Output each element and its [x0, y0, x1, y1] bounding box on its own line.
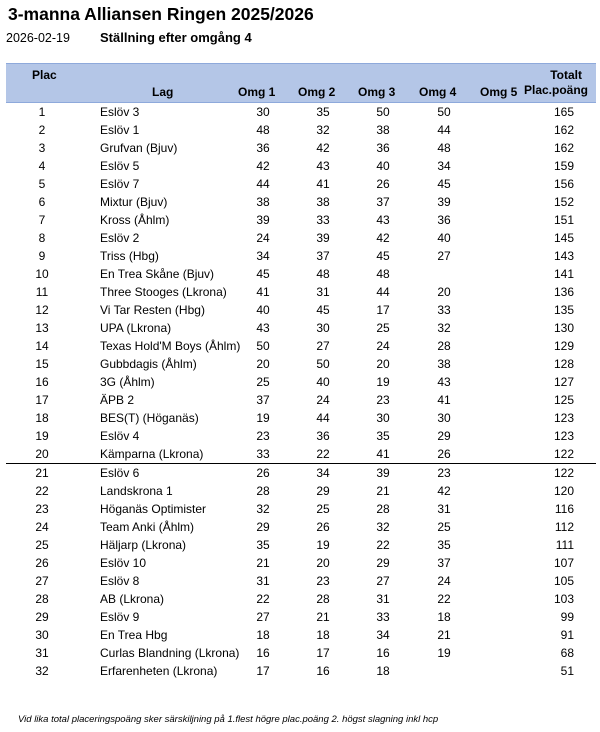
cell-omg1: 26: [256, 466, 270, 480]
cell-omg4: 30: [437, 411, 451, 425]
cell-omg4: 44: [437, 123, 451, 137]
cell-omg4: 42: [437, 484, 451, 498]
cell-lag: Eslöv 9: [100, 610, 140, 624]
cell-plac: 21: [35, 466, 49, 480]
cell-omg2: 48: [316, 267, 330, 281]
header-omg2: Omg 2: [298, 85, 336, 99]
cell-omg3: 33: [376, 610, 390, 624]
cell-omg4: 24: [437, 574, 451, 588]
cell-omg2: 16: [316, 664, 330, 678]
cell-omg1: 20: [256, 357, 270, 371]
cell-lag: BES(T) (Höganäs): [100, 411, 199, 425]
table-body: [6, 103, 596, 680]
cell-omg1: 39: [256, 213, 270, 227]
cell-omg1: 44: [256, 177, 270, 191]
cell-omg3: 39: [376, 466, 390, 480]
cell-omg4: 38: [437, 357, 451, 371]
cell-omg3: 44: [376, 285, 390, 299]
cell-total: 116: [554, 502, 574, 516]
cell-total: 127: [553, 375, 574, 389]
table-row: [6, 301, 596, 319]
cell-omg1: 32: [256, 502, 270, 516]
cell-omg2: 33: [316, 213, 330, 227]
cell-lag: Eslöv 6: [100, 466, 140, 480]
cell-omg4: 31: [437, 502, 451, 516]
cell-omg3: 38: [376, 123, 390, 137]
cell-omg2: 23: [316, 574, 330, 588]
cell-omg4: 21: [437, 628, 451, 642]
cell-total: 141: [553, 267, 574, 281]
table-row: [6, 211, 596, 229]
cell-lag: UPA (Lkrona): [100, 321, 172, 335]
cell-omg1: 50: [256, 339, 270, 353]
cell-lag: Mixtur (Bjuv): [100, 195, 168, 209]
cell-omg3: 16: [376, 646, 390, 660]
cell-omg1: 48: [256, 123, 270, 137]
cell-lag: Höganäs Optimister: [100, 502, 207, 516]
cell-omg4: 39: [437, 195, 451, 209]
cell-lag: ÄPB 2: [100, 393, 135, 407]
cell-lag: En Trea Skåne (Bjuv): [100, 267, 215, 281]
table-row: [6, 662, 596, 680]
cell-omg3: 45: [376, 249, 390, 263]
cell-omg4: 22: [437, 592, 451, 606]
cell-omg4: 36: [437, 213, 451, 227]
cell-lag: Team Anki (Åhlm): [100, 520, 195, 534]
table-row: [6, 590, 596, 608]
table-row: [6, 373, 596, 391]
cell-omg3: 43: [376, 213, 390, 227]
cell-plac: 22: [35, 484, 49, 498]
table-row: [6, 482, 596, 500]
cell-omg2: 36: [316, 429, 330, 443]
cell-omg1: 28: [256, 484, 270, 498]
table-row: [6, 193, 596, 211]
table-row: [6, 337, 596, 355]
cell-omg4: 43: [437, 375, 451, 389]
cell-omg1: 25: [256, 375, 270, 389]
cell-omg1: 41: [256, 285, 270, 299]
cell-omg2: 37: [316, 249, 330, 263]
cell-omg1: 35: [256, 538, 270, 552]
header-plac: Plac: [32, 68, 57, 82]
cell-omg3: 25: [376, 321, 390, 335]
table-row: [6, 157, 596, 175]
cell-omg1: 31: [256, 574, 270, 588]
cell-lag: Eslöv 10: [100, 556, 147, 570]
cell-omg3: 28: [376, 502, 390, 516]
cell-omg2: 29: [316, 484, 330, 498]
cell-plac: 19: [35, 429, 49, 443]
cell-omg4: 35: [437, 538, 451, 552]
table-row: [6, 229, 596, 247]
cell-omg1: 29: [256, 520, 270, 534]
cell-plac: 1: [38, 105, 46, 119]
table-row: [6, 139, 596, 157]
cell-total: 151: [553, 213, 574, 227]
header-lag: Lag: [152, 85, 174, 99]
table-row: [6, 409, 596, 427]
cell-lag: AB (Lkrona): [100, 592, 165, 606]
cell-total: 162: [553, 123, 574, 137]
cell-omg4: 25: [437, 520, 451, 534]
cell-omg3: 35: [376, 429, 390, 443]
cell-omg2: 22: [316, 447, 330, 461]
cell-omg3: 50: [376, 105, 390, 119]
cell-total: 112: [554, 520, 574, 534]
cell-omg3: 34: [376, 628, 390, 642]
cell-plac: 24: [35, 520, 49, 534]
cell-omg1: 36: [256, 141, 270, 155]
table-row: [6, 626, 596, 644]
cell-omg3: 22: [376, 538, 390, 552]
table-header: [6, 63, 596, 103]
cell-omg2: 25: [316, 502, 330, 516]
cell-omg2: 27: [316, 339, 330, 353]
cell-omg1: 42: [256, 159, 270, 173]
cell-total: 165: [553, 105, 574, 119]
cell-lag: Eslöv 2: [100, 231, 140, 245]
header-omg1: Omg 1: [238, 85, 276, 99]
table-row: [6, 121, 596, 139]
table-row: [6, 247, 596, 265]
cell-plac: 25: [35, 538, 49, 552]
cell-omg2: 30: [316, 321, 330, 335]
cell-omg4: 50: [437, 105, 451, 119]
cell-plac: 26: [35, 556, 49, 570]
cell-lag: Eslöv 4: [100, 429, 140, 443]
cell-omg4: 34: [437, 159, 451, 173]
table-row: [6, 175, 596, 193]
cell-total: 99: [560, 610, 574, 624]
cell-omg4: 23: [437, 466, 451, 480]
cell-plac: 29: [35, 610, 49, 624]
cell-total: 135: [553, 303, 574, 317]
cell-lag: Grufvan (Bjuv): [100, 141, 178, 155]
cell-lag: Three Stooges (Lkrona): [100, 285, 227, 299]
cell-total: 122: [553, 466, 574, 480]
cell-total: 111: [555, 538, 574, 552]
cell-total: 122: [553, 447, 574, 461]
table-row: [6, 518, 596, 536]
cell-total: 129: [553, 339, 574, 353]
cell-plac: 4: [38, 159, 46, 173]
cell-total: 128: [553, 357, 574, 371]
cell-plac: 18: [35, 411, 49, 425]
cell-omg4: 41: [437, 393, 451, 407]
cell-plac: 31: [35, 646, 49, 660]
cell-omg1: 45: [256, 267, 270, 281]
cell-lag: Eslöv 3: [100, 105, 140, 119]
cell-omg2: 35: [316, 105, 330, 119]
cell-omg2: 19: [316, 538, 330, 552]
cell-total: 105: [553, 574, 574, 588]
cell-plac: 15: [35, 357, 49, 371]
cell-omg3: 30: [376, 411, 390, 425]
cell-omg4: 37: [437, 556, 451, 570]
cell-omg4: 26: [437, 447, 451, 461]
cell-plac: 7: [38, 213, 46, 227]
standings-subtitle: Ställning efter omgång 4: [100, 30, 252, 45]
cell-plac: 9: [38, 249, 46, 263]
cell-omg2: 38: [316, 195, 330, 209]
cell-omg2: 50: [316, 357, 330, 371]
table-row: [6, 103, 596, 121]
cell-lag: Kross (Åhlm): [100, 213, 170, 227]
report-date: 2026-02-19: [6, 31, 70, 45]
cell-plac: 30: [35, 628, 49, 642]
cell-total: 145: [553, 231, 574, 245]
cell-omg3: 17: [376, 303, 390, 317]
cell-omg3: 48: [376, 267, 390, 281]
cell-lag: Eslöv 8: [100, 574, 140, 588]
cell-total: 120: [553, 484, 574, 498]
cell-omg2: 32: [316, 123, 330, 137]
cell-omg3: 29: [376, 556, 390, 570]
cell-total: 125: [553, 393, 574, 407]
table-row: [6, 572, 596, 590]
cell-omg2: 40: [316, 375, 330, 389]
cell-plac: 10: [35, 267, 49, 281]
cell-total: 143: [553, 249, 574, 263]
table-row: [6, 283, 596, 301]
header-plac-poang: Plac.poäng: [523, 83, 588, 97]
cell-lag: Curlas Blandning (Lkrona): [100, 646, 240, 660]
cell-omg3: 37: [376, 195, 390, 209]
cell-lag: Eslöv 7: [100, 177, 140, 191]
cell-omg2: 41: [316, 177, 330, 191]
cell-lag: Erfarenheten (Lkrona): [100, 664, 218, 678]
cell-omg2: 26: [316, 520, 330, 534]
table-row: [6, 445, 596, 463]
table-row: [6, 536, 596, 554]
cell-plac: 13: [35, 321, 49, 335]
cell-omg4: 45: [437, 177, 451, 191]
cell-omg2: 17: [316, 646, 330, 660]
cell-omg3: 27: [376, 574, 390, 588]
cell-plac: 20: [35, 447, 49, 461]
cell-lag: Triss (Hbg): [100, 249, 159, 263]
cell-omg2: 28: [316, 592, 330, 606]
page-title: 3-manna Alliansen Ringen 2025/2026: [8, 4, 314, 24]
footnote: Vid lika total placeringspoäng sker särskiljning på 1.flest högre plac.poäng 2. högst slagning inkl hcp: [18, 714, 439, 725]
table-row: [6, 608, 596, 626]
header-omg5: Omg 5: [480, 85, 518, 99]
cell-omg2: 45: [316, 303, 330, 317]
cell-lag: Kämparna (Lkrona): [100, 447, 204, 461]
cell-omg3: 32: [376, 520, 390, 534]
cell-omg1: 24: [256, 231, 270, 245]
table-row: [6, 355, 596, 373]
cell-plac: 12: [35, 303, 49, 317]
cell-omg4: 40: [437, 231, 451, 245]
cell-omg1: 19: [256, 411, 270, 425]
cell-omg3: 21: [376, 484, 390, 498]
table-row: [6, 427, 596, 445]
cell-total: 159: [553, 159, 574, 173]
cell-plac: 17: [35, 393, 49, 407]
cell-omg2: 21: [316, 610, 330, 624]
table-row: [6, 319, 596, 337]
cell-omg4: 20: [437, 285, 451, 299]
cell-total: 156: [553, 177, 574, 191]
cell-omg3: 19: [376, 375, 390, 389]
table-row: [6, 391, 596, 409]
cell-omg4: 18: [437, 610, 451, 624]
cell-omg3: 36: [376, 141, 390, 155]
cell-lag: Vi Tar Resten (Hbg): [100, 303, 205, 317]
cell-omg4: 28: [437, 339, 451, 353]
cell-lag: Gubbdagis (Åhlm): [100, 357, 197, 371]
cell-omg4: 27: [437, 249, 451, 263]
cell-omg1: 17: [256, 664, 270, 678]
cell-plac: 32: [35, 664, 49, 678]
cell-plac: 23: [35, 502, 49, 516]
cell-omg3: 18: [376, 664, 390, 678]
cell-omg2: 24: [316, 393, 330, 407]
cell-total: 123: [553, 411, 574, 425]
cell-total: 107: [553, 556, 574, 570]
cell-omg2: 43: [316, 159, 330, 173]
cell-total: 51: [560, 664, 574, 678]
cell-omg1: 43: [256, 321, 270, 335]
cell-total: 130: [553, 321, 574, 335]
cell-omg1: 27: [256, 610, 270, 624]
cell-omg3: 20: [376, 357, 390, 371]
cell-plac: 5: [38, 177, 46, 191]
table-row: [6, 644, 596, 662]
cell-lag: Texas Hold'M Boys (Åhlm): [100, 339, 241, 353]
cell-plac: 14: [35, 339, 49, 353]
table-row: [6, 463, 596, 482]
cell-omg2: 20: [316, 556, 330, 570]
cell-lag: Eslöv 1: [100, 123, 140, 137]
cell-omg3: 23: [376, 393, 390, 407]
cell-total: 68: [560, 646, 574, 660]
cell-plac: 2: [38, 123, 46, 137]
cell-plac: 27: [35, 574, 49, 588]
header-omg3: Omg 3: [358, 85, 396, 99]
cell-omg4: 32: [437, 321, 451, 335]
cell-omg1: 40: [256, 303, 270, 317]
cell-plac: 16: [35, 375, 49, 389]
cell-omg2: 18: [316, 628, 330, 642]
cell-omg4: 19: [437, 646, 451, 660]
cell-omg1: 30: [256, 105, 270, 119]
cell-omg1: 23: [256, 429, 270, 443]
cell-plac: 6: [38, 195, 46, 209]
cell-total: 91: [560, 628, 574, 642]
cell-lag: Landskrona 1: [100, 484, 173, 498]
cell-lag: 3G (Åhlm): [100, 375, 155, 389]
cell-omg1: 16: [256, 646, 270, 660]
table-row: [6, 554, 596, 572]
cell-plac: 8: [38, 231, 46, 245]
cell-omg4: 29: [437, 429, 451, 443]
cell-omg1: 22: [256, 592, 270, 606]
cell-omg3: 41: [376, 447, 390, 461]
cell-omg1: 21: [256, 556, 270, 570]
cell-omg3: 26: [376, 177, 390, 191]
cell-omg3: 24: [376, 339, 390, 353]
header-omg4: Omg 4: [419, 85, 457, 99]
cell-omg2: 31: [316, 285, 330, 299]
header-totalt: Totalt: [550, 68, 582, 82]
cell-omg1: 18: [256, 628, 270, 642]
cell-lag: Eslöv 5: [100, 159, 140, 173]
standings-table: [6, 63, 596, 680]
cell-total: 152: [553, 195, 574, 209]
cell-plac: 28: [35, 592, 49, 606]
cell-omg2: 44: [316, 411, 330, 425]
table-row: [6, 500, 596, 518]
cell-omg3: 42: [376, 231, 390, 245]
cell-lag: Häljarp (Lkrona): [100, 538, 187, 552]
cell-omg1: 37: [256, 393, 270, 407]
cell-total: 123: [553, 429, 574, 443]
cell-total: 103: [553, 592, 574, 606]
cell-plac: 3: [38, 141, 46, 155]
cell-omg2: 42: [316, 141, 330, 155]
table-row: [6, 265, 596, 283]
cell-omg4: 33: [437, 303, 451, 317]
cell-omg1: 38: [256, 195, 270, 209]
cell-lag: En Trea Hbg: [100, 628, 168, 642]
cell-omg2: 34: [316, 466, 330, 480]
cell-omg1: 34: [256, 249, 270, 263]
cell-omg1: 33: [256, 447, 270, 461]
cell-omg4: 48: [437, 141, 451, 155]
cell-omg3: 40: [376, 159, 390, 173]
cell-omg3: 31: [376, 592, 390, 606]
cell-total: 136: [553, 285, 574, 299]
cell-total: 162: [553, 141, 574, 155]
cell-plac: 11: [35, 285, 49, 299]
cell-omg2: 39: [316, 231, 330, 245]
